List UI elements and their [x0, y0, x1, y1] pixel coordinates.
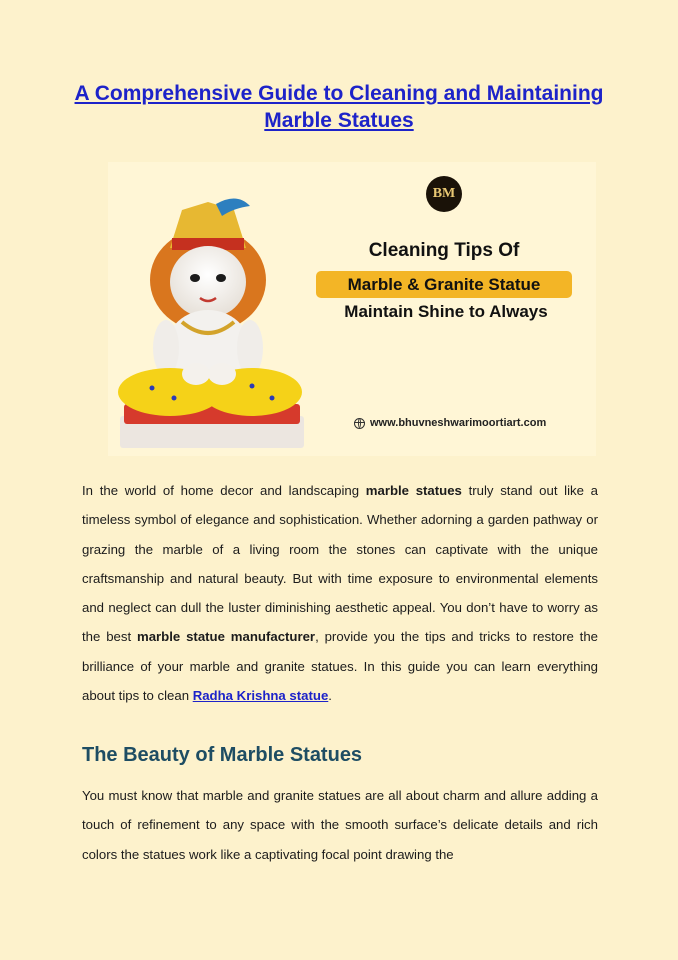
banner-heading-line-3: Maintain Shine to Always — [344, 302, 548, 321]
banner-heading-line-1: Cleaning Tips Of — [368, 240, 520, 261]
banner-website — [354, 417, 546, 429]
section-paragraph: You must know that marble and granite statues are all about charm and allure adding a touch of refinement to any space with the smooth surface’s delicate details and rich colors the statues work like a captivating focal point drawing the — [82, 788, 598, 862]
banner-website-url: www.bhuvneshwarimoortiart.com — [370, 417, 547, 429]
krishna-statue-illustration — [112, 198, 312, 454]
intro-text-3: , provide you the tips and tricks to restore the brilliance of your marble and granite statues. In this guide you can learn everything about tips to clean — [82, 629, 598, 704]
page-title[interactable]: A Comprehensive Guide to Cleaning and Maintaining Marble Statues — [74, 82, 604, 132]
article-banner-image — [108, 162, 596, 456]
intro-bold-manufacturer: marble statue manufacturer — [136, 629, 316, 645]
banner-heading-line-2: Marble & Granite Statue — [316, 271, 572, 298]
intro-paragraph — [82, 476, 598, 710]
intro-text-4: . — [328, 688, 332, 704]
brand-logo: BM — [426, 176, 462, 212]
radha-krishna-statue-link[interactable]: Radha Krishna statue — [192, 688, 329, 704]
intro-bold-marble-statues: marble statues — [365, 483, 462, 498]
intro-text-1: In the world of home decor and landscaping — [82, 483, 366, 498]
intro-text-2: truly stand out like a timeless symbol of elegance and sophistication. Whether adorning a garden pathway or grazing the marble of a living room the stones can captivate with the unique craftsmanship and natural beauty. But with time exposure to environmental elements and neglect can dull the luster diminishing aesthetic appeal. You don’t have to worry as the best — [82, 483, 598, 645]
section-heading: The Beauty of Marble Statues — [82, 744, 363, 766]
globe-icon — [354, 418, 365, 429]
